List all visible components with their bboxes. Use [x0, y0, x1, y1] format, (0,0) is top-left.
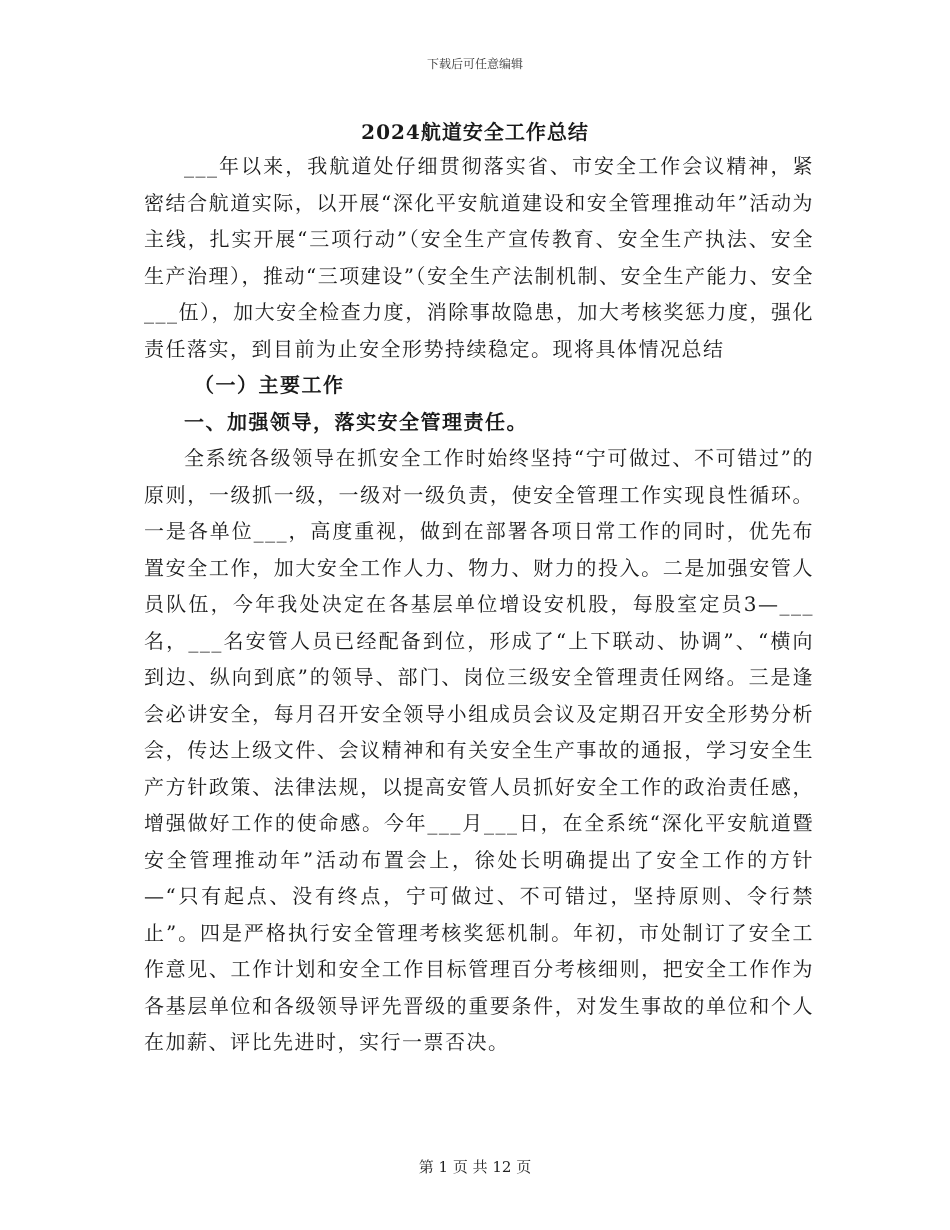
section-heading: （一）主要工作 — [194, 373, 345, 397]
body-paragraph-1: 全系统各级领导在抓安全工作时始终坚持“宁可做过、不可错过”的原则，一级抓一级，一级对一级负责，使安全管理工作实现良性循环。一是各单位___，高度重视，做到在部署各项日常工作的同时，优先布置安全工作，加大安全工作人力、物力、财力的投入。二是加强安管人员队伍，今年我处决定在各基层单位增设安机股，每股室定员3—___名，___名安管人员已经配备到位，形成了“上下联动、协调”、“横向到边、纵向到底”的领导、部门、岗位三级安全管理责任网络。三是逢会必讲安全，每月召开安全领导小组成员会议及定期召开安全形势分析会，传达上级文件、会议精神和有关安全生产事故的通报，学习安全生产方针政策、法律法规，以提高安管人员抓好安全工作的政治责任感，增强做好工作的使命感。今年___月___日，在全系统“深化平安航道暨安全管理推动年”活动布置会上，徐处长明确提出了安全工作的方针—“只有起点、没有终点，宁可做过、不可错过，坚持原则、令行禁止”。四是严格执行安全管理考核奖惩机制。年初，市处制订了安全工作意见、工作计划和安全工作目标管理百分考核细则，把安全工作作为各基层单位和各级领导评先晋级的重要条件，对发生事故的单位和个人在加薪、评比先进时，实行一票否决。 — [144, 446, 814, 1054]
subheading-1: 一、加强领导，落实安全管理责任。 — [184, 409, 528, 434]
document-title: 2024航道安全工作总结 — [361, 120, 589, 144]
header-note: 下载后可任意编辑 — [426, 57, 523, 71]
page-footer: 第 1 页 共 12 页 — [418, 1158, 532, 1176]
document-body — [144, 148, 814, 1061]
intro-paragraph: ___年以来，我航道处仔细贯彻落实省、市安全工作会议精神，紧密结合航道实际，以开展“深化平安航道建设和安全管理推动年”活动为主线，扎实开展“三项行动”（安全生产宣传教育、安全生产执法、安全生产治理），推动“三项建设”（安全生产法制机制、安全生产能力、安全___伍），加大安全检查力度，消除事故隐患，加大考核奖惩力度，强化责任落实，到目前为止安全形势持续稳定。现将具体情况总结 — [144, 154, 814, 361]
